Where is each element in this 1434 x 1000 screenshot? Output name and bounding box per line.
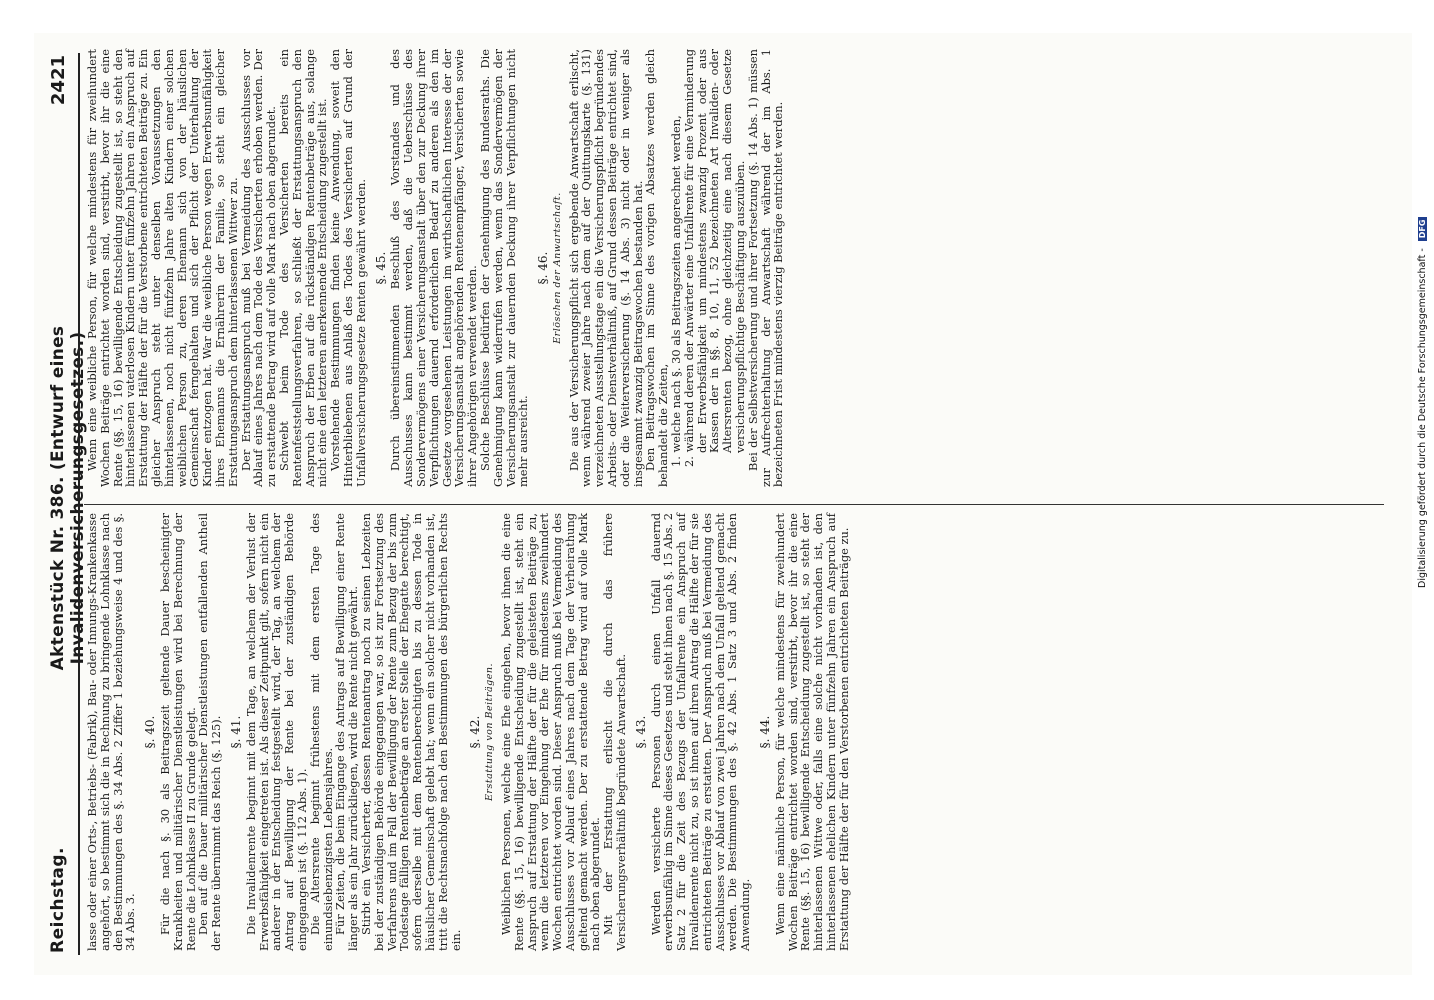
section-subtitle: Erstattung von Beiträgen.: [484, 662, 496, 802]
paragraph: Den Beitragswochen im Sinne des vorigen Absatzes werden gleich behandelt die Zeiten,: [643, 49, 671, 487]
scanned-page: [34, 33, 1412, 975]
list-item: 1. welche nach §. 30 als Beitragszeiten angerechnet werden,: [669, 115, 684, 467]
header-title: Aktenstück Nr. 386. (Entwurf eines Invalidenversicherungsgesetzes.): [48, 325, 88, 671]
paragraph: Die Invalidenrente beginnt mit dem Tage, an welchem der Verlust der Erwerbsfähigkeit eingetreten ist. Als dieser Zeitpunkt gilt, sofern nicht ein anderer in der Entscheidung festgestellt wird, der Tag, an welchem der Antrag auf Bewilligung der Rente bei der zuständigen Behörde eingegangen ist (§. 112 Abs. 1).: [243, 513, 309, 951]
digitization-sidebar: [1414, 0, 1434, 1000]
header-left: Reichstag.: [48, 847, 68, 953]
left-column: [86, 513, 851, 951]
paragraph: Solche Beschlüsse bedürfen der Genehmigung des Bundesraths. Die Genehmigung kann widerrufen werden, wenn das Sondervermögen der Versicherungsanstalt zur dauernden Deckung ihrer Verpflichtungen nicht mehr ausreicht.: [477, 49, 531, 487]
section-heading: §. 46.: [536, 251, 551, 285]
paragraph: Stirbt ein Versicherter, dessen Rentenantrag noch zu seinen Lebzeiten bei der zuständigen Behörde eingegangen war, so ist zur Fortsetzung des Verfahrens und im Fall der Bewilligung der Rente zum Bezug der bis zum Todestage fälligen Rentenbeträge an erster Stelle der Ehegatte berechtigt, sofern derselbe mit dem Rentenberechtigten bis zu dessen Tode in häuslicher Gemeinschaft gelebt hat; wenn ein solcher nicht vorhanden ist, tritt die Rechtsnachfolge nach den Bestimmungen des bürgerlichen Rechts ein.: [358, 513, 463, 951]
paragraph: Schwebt beim Tode des Versicherten bereits ein Rentenfeststellungsverfahren, so schließt der Erstattungsanspruch den Anspruch der Erben auf die rückständigen Rentenbeträge aus, solange nicht eine den letzteren anerkennende Entscheidung zugestellt ist.: [276, 49, 330, 487]
list-item: 2. während deren der Anwärter eine Unfallrente für eine Verminderung der Erwerbsfähigkeit um mindestens zwanzig Prozent oder aus Kassen der in §§. 8, 10, 11, 52 bezeichneten Art Invaliden- oder Altersrenten bezog, ohne gleichzeitig eine nach diesem Gesetze versicherungspflichtige Beschäftigung auszuüben.: [681, 49, 748, 467]
page-number: 2421: [48, 55, 69, 106]
credit-text: Digitalisierung gefördert durch die Deutsche Forschungsgemeinschaft -: [1417, 248, 1428, 588]
section-heading: §. 44.: [758, 715, 773, 749]
paragraph: lasse oder einer Orts-, Betriebs- (Fabrik), Bau- oder Innungs-Krankenkasse angehört, so bestimmt sich die in Rechnung zu bringende Lohnklasse nach den Bestimmungen des §. 34 Abs. 2 Ziffer 1 beziehungsweise 4 und des §. 34 Abs. 3.: [85, 513, 138, 951]
column-divider: [84, 504, 1384, 505]
sidebar-credit: [1417, 18, 1431, 588]
page-header: [42, 55, 88, 953]
paragraph: Werden versicherte Personen durch einen Unfall dauernd erwerbsunfähig im Sinne dieses Gesetzes und steht ihnen nach §. 15 Abs. 2 Satz 2 für die Zeit des Bezugs der Unfallrente ein Anspruch auf Invalidenrente nicht zu, so ist ihnen auf ihren Antrag die Hälfte der für sie entrichteten Beiträge zu erstatten. Der Anspruch muß bei Vermeidung des Ausschlusses vor Ablauf von zwei Jahren nach dem Unfall geltend gemacht werden. Die Bestimmungen des §. 42 Abs. 1 Satz 3 und Abs. 2 finden Anwendung.: [648, 513, 753, 951]
paragraph: Wenn eine weibliche Person, für welche mindestens für zweihundert Wochen Beiträge entrichtet worden sind, verstirbt, bevor ihr die eine Rente (§§. 15, 16) bewilligende Entscheidung zugestellt ist, so steht den hinterlassenen vaterlosen Kindern unter fünfzehn Jahren ein Anspruch auf Erstattung der Hälfte der für die Verstorbene entrichteten Beiträge zu. Ein gleicher Anspruch steht unter denselben Voraussetzungen den hinterlassenen, noch nicht fünfzehn Jahre alten Kindern einer solchen weiblichen Person zu, deren Ehemann sich von der häuslichen Gemeinschaft ferngehalten und sich der Pflicht der Unterhaltung der Kinder entzogen hat. War die weibliche Person wegen Erwerbsunfähigkeit ihres Ehemanns die Ernährerin der Familie, so steht ein gleicher Erstattungsanspruch dem hinterlassenen Wittwer zu.: [85, 49, 240, 487]
paragraph: Mit der Erstattung erlischt die durch das frühere Versicherungsverhältniß begründete Anwartschaft.: [601, 513, 629, 951]
section-heading: §. 42.: [468, 715, 483, 749]
paragraph: Die Altersrente beginnt frühestens mit dem ersten Tage des einundsiebenzigsten Lebensjahres.: [307, 513, 335, 951]
paragraph: Durch übereinstimmenden Beschluß des Vorstandes und des Ausschusses kann bestimmt werden, daß die Ueberschüsse des Sondervermögens einer Versicherungsanstalt über den zur Deckung ihrer Verpflichtungen dauernd erforderlichen Bedarf zu anderen als den im Gesetze vorgesehenen Leistungen im wirthschaftlichen Interesse der der Versicherungsanstalt angehörenden Rentenempfänger, Versicherten sowie ihrer Angehörigen verwendet werden.: [388, 49, 480, 487]
section-subtitle: Erlöschen der Anwartschaft.: [551, 192, 563, 344]
paragraph: Wenn eine männliche Person, für welche mindestens für zweihundert Wochen Beiträge entrichtet worden sind, verstirbt, bevor ihr die eine Rente (§§. 15, 16) bewilligende Entscheidung zugestellt ist, so steht der hinterlassenen Wittwe oder, falls eine solche nicht vorhanden ist, den hinterlassenen ehelichen Kindern unter fünfzehn Jahren ein Anspruch auf Erstattung der Hälfte der für den Verstorbenen entrichteten Beiträge zu.: [772, 513, 851, 951]
paragraph: Den auf die Dauer militärischer Dienstleistungen entfallenden Antheil der Rente übernimmt das Reich (§. 125).: [196, 513, 224, 951]
section-heading: §. 41.: [228, 715, 243, 749]
paragraph: Vorstehende Bestimmungen finden keine Anwendung, soweit den Hinterbliebenen aus Anlaß des Todes des Versicherten auf Grund der Unfallversicherungsgesetze Renten gewährt werden.: [328, 49, 368, 487]
right-column: [86, 49, 785, 487]
header-rule: [78, 53, 80, 955]
dfg-logo: DFG: [1418, 217, 1427, 242]
paragraph: Weiblichen Personen, welche eine Ehe eingehen, bevor ihnen die eine Rente (§§. 15, 16) bewilligende Entscheidung zugestellt ist, steht ein Anspruch auf Erstattung der Hälfte der für die geleisteten Beiträge zu, wenn die letzteren vor Eingehung der Ehe für mindestens zweihundert Wochen entrichtet worden sind. Dieser Anspruch muß bei Vermeidung des Ausschlusses vor Ablauf eines Jahres nach dem Tage der Verheirathung geltend gemacht werden. Der zu erstattende Betrag wird auf volle Mark nach oben abgerundet.: [498, 513, 603, 951]
section-heading: §. 45.: [373, 251, 388, 285]
section-heading: §. 40.: [143, 715, 158, 749]
paragraph: Bei der Selbstversicherung und ihrer Fortsetzung (§. 14 Abs. 1) müssen zur Aufrechterhaltung der Anwartschaft während der im Abs. 1 bezeichneten Frist mindestens vierzig Beiträge entrichtet werden.: [745, 49, 786, 487]
paragraph: Für die nach §. 30 als Beitragszeit geltende Dauer bescheinigter Krankheiten und militärischer Dienstleistungen wird bei Berechnung der Rente die Lohnklasse II zu Grunde gelegt.: [157, 513, 198, 951]
paragraph: Die aus der Versicherungspflicht sich ergebende Anwartschaft erlischt, wenn während zweier Jahre nach dem auf der Quittungskarte (§. 131) verzeichneten Ausstellungstage ein die Versicherungspflicht begründendes Arbeits- oder Dienstverhältniß, auf Grund dessen Beiträge entrichtet sind, oder die Weiterversicherung (§. 14 Abs. 3) nicht oder in weniger als insgesammt zwanzig Beitragswochen bestanden hat.: [566, 49, 645, 487]
section-heading: §. 43.: [633, 715, 648, 749]
paragraph: Für Zeiten, die beim Eingange des Antrags auf Bewilligung einer Rente länger als ein Jahr zurückliegen, wird die Rente nicht gewährt.: [333, 513, 361, 951]
paragraph: Der Erstattungsanspruch muß bei Vermeidung des Ausschlusses vor Ablauf eines Jahres nach dem Tode des Versicherten erhoben werden. Der zu erstattende Betrag wird auf volle Mark nach oben abgerundet.: [238, 49, 279, 487]
rotated-page-sheet: [34, 33, 1412, 975]
